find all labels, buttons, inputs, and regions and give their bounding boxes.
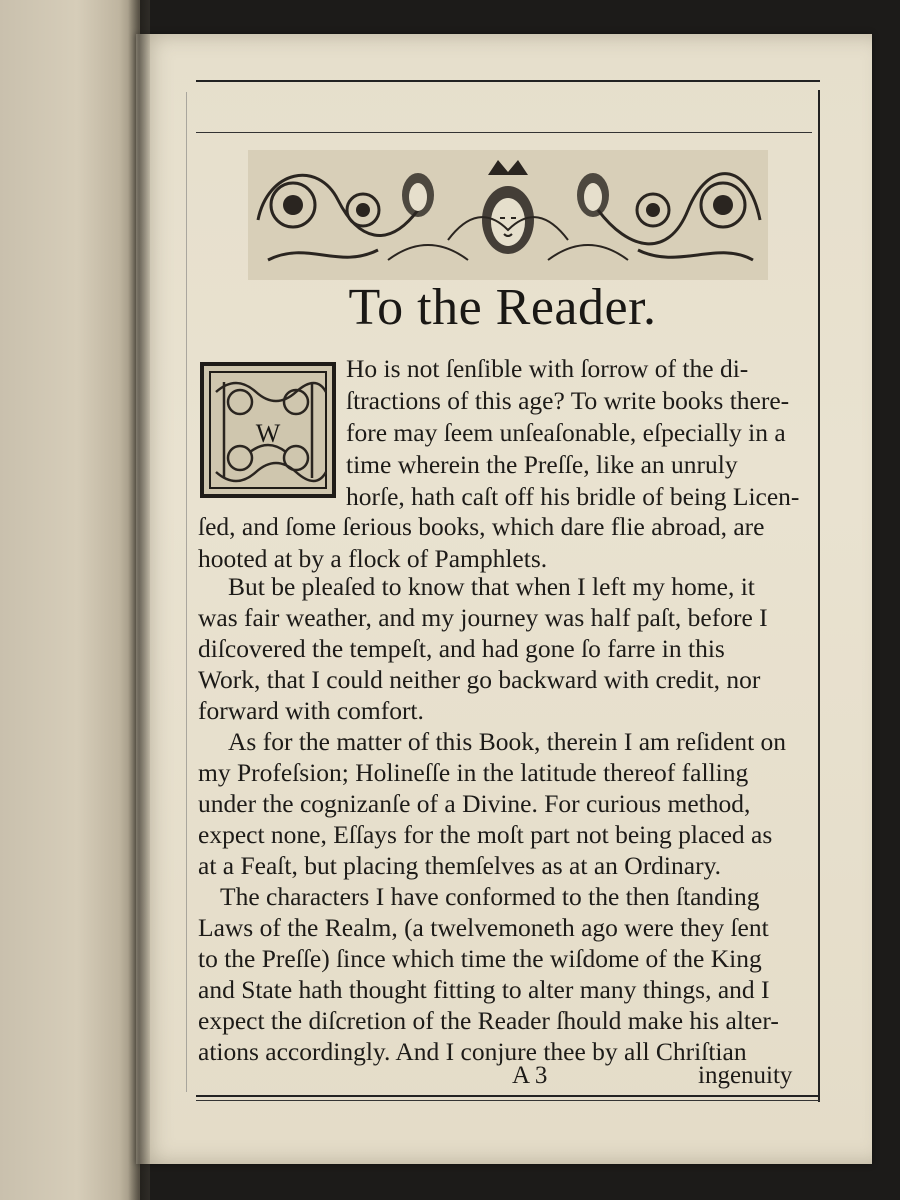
text-line: time wherein the Preſſe, like an unruly [346,450,738,479]
text-line: Ho is not ſenſible with ſorrow of the di- [346,354,749,383]
text-line: fore may ſeem unſeaſonable, eſpecially in a [346,418,786,447]
frame-rule-left [186,92,187,1092]
text-line: to the Preſſe) ſince which time the wiſdome of the King [198,944,762,973]
frame-rule-top [196,80,820,82]
text-line: The characters I have conformed to the then ſtanding [220,882,760,911]
ornamental-headpiece [248,150,768,280]
text-line: my Profeſsion; Holineſſe in the latitude thereof falling [198,758,749,787]
frame-rule-top-inner [196,132,812,133]
text-line: ſed, and ſome ſerious books, which dare flie abroad, are [198,512,765,541]
book-gutter [128,0,150,1200]
text-line: at a Feaſt, but placing themſelves as at an Ordinary. [198,851,722,880]
left-page-edge [0,0,140,1200]
text-line: diſcovered the tempeſt, and had gone ſo farre in this [198,634,725,663]
text-line: expect the diſcretion of the Reader ſhould make his alter- [198,1006,779,1035]
text-line: was fair weather, and my journey was half paſt, before I [198,603,768,632]
text-line: expect none, Eſſays for the moſt part not being placed as [198,820,773,849]
text-line: forward with comfort. [198,696,424,725]
text-line: ations accordingly. And I conjure thee by all Chriſtian [198,1037,747,1066]
frame-rule-bottom-inner [196,1100,820,1101]
frame-rule-right [818,90,820,1102]
text-line: As for the matter of this Book, therein I am reſident on [228,727,787,756]
text-line: Laws of the Realm, (a twelvemoneth ago were they ſent [198,913,769,942]
frame-rule-bottom [196,1095,820,1097]
catchword: ingenuity [698,1062,793,1089]
text-line: ſtractions of this age? To write books there- [346,386,790,415]
page-title: To the Reader. [348,279,657,336]
text-line: But be pleaſed to know that when I left my home, it [228,572,755,601]
text-line: under the cognizanſe of a Divine. For curious method, [198,789,751,818]
text-line: horſe, hath caſt off his bridle of being Licen- [346,482,800,511]
text-line: and State hath thought fitting to alter many things, and I [198,975,770,1004]
text-line: hooted at by a flock of Pamphlets. [198,544,548,573]
decorated-initial-w [200,362,336,498]
signature-mark: A 3 [512,1062,548,1089]
text-line: Work, that I could neither go backward with credit, nor [198,665,761,694]
drop-cap-letter: W [255,419,281,448]
